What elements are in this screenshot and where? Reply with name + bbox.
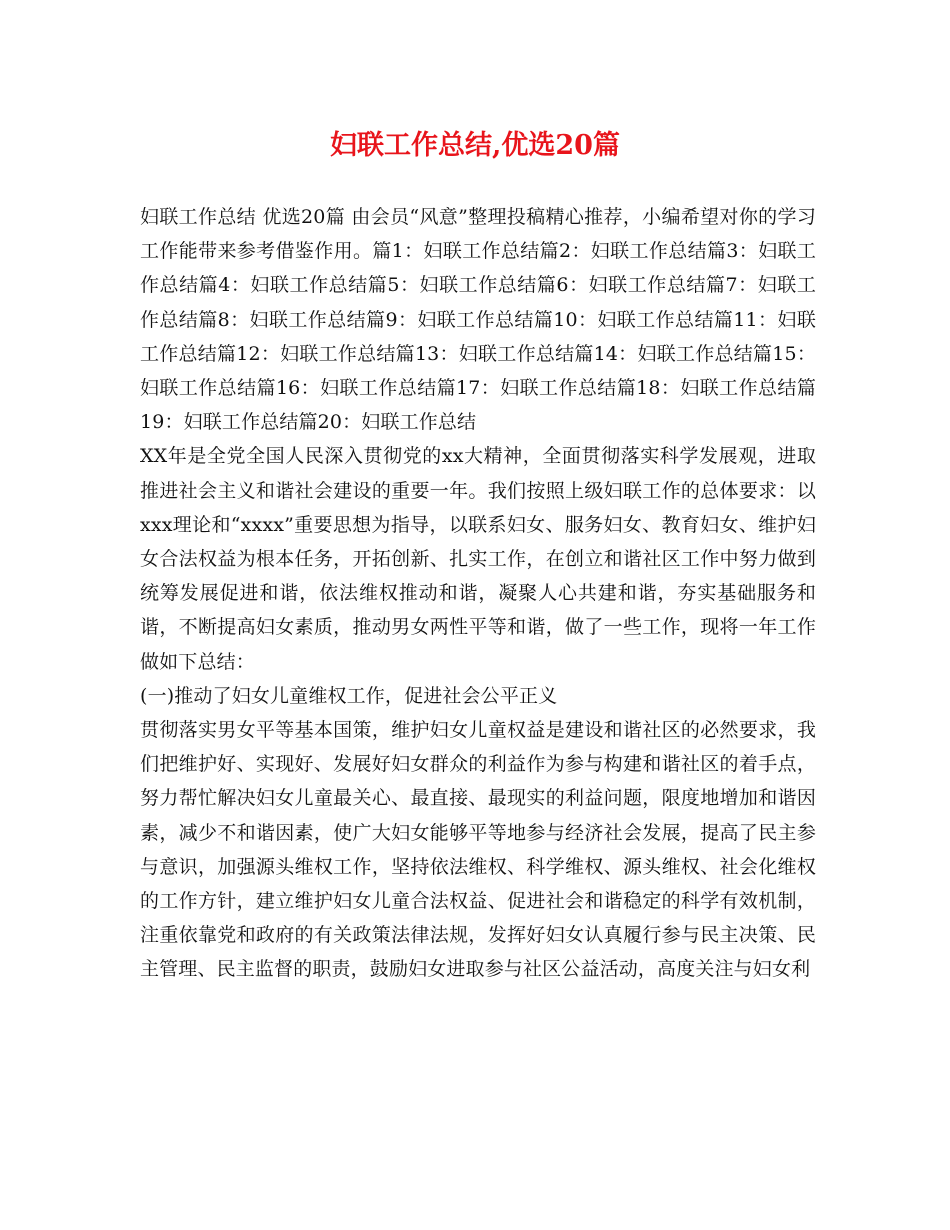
section-heading: (一)推动了妇女儿童维权工作，促进社会公平正义	[140, 684, 558, 707]
intro-paragraph: 妇联工作总结 优选20篇 由会员“风意”整理投稿精心推荐，小编希望对你的学习工作能带来参考借鉴作用。篇1：妇联工作总结篇2：妇联工作总结篇3：妇联工作总结篇4：妇联工作总结篇5：妇联工作总结篇6：妇联工作总结篇7：妇联工作总结篇8：妇联工作总结篇9：妇联工作总结篇10：妇联工作总结篇11：妇联工作总结篇12：妇联工作总结篇13：妇联工作总结篇14：妇联工作总结篇15：妇联工作总结篇16：妇联工作总结篇17：妇联工作总结篇18：妇联工作总结篇19：妇联工作总结篇20：妇联工作总结	[140, 206, 816, 434]
document-title: 妇联工作总结,优选20篇	[330, 130, 620, 161]
document-body	[140, 200, 816, 987]
summary-paragraph: XX年是全党全国人民深入贯彻党的xx大精神，全面贯彻落实科学发展观，进取推进社会主义和谐社会建设的重要一年。我们按照上级妇联工作的总体要求：以xxx理论和“xxxx”重要思想为指导，以联系妇女、服务妇女、教育妇女、维护妇女合法权益为根本任务，开拓创新、扎实工作，在创立和谐社区工作中努力做到统筹发展促进和谐，依法维权推动和谐，凝聚人心共建和谐，夯实基础服务和谐，不断提高妇女素质，推动男女两性平等和谐，做了一些工作，现将一年工作做如下总结：	[140, 445, 816, 673]
section-paragraph: 贯彻落实男女平等基本国策，维护妇女儿童权益是建设和谐社区的必然要求，我们把维护好、实现好、发展好妇女群众的利益作为参与构建和谐社区的着手点，努力帮忙解决妇女儿童最关心、最直接、最现实的利益问题，限度地增加和谐因素，减少不和谐因素，使广大妇女能够平等地参与经济社会发展，提高了民主参与意识，加强源头维权工作，坚持依法维权、科学维权、源头维权、社会化维权的工作方针，建立维护妇女儿童合法权益、促进社会和谐稳定的科学有效机制，注重依靠党和政府的有关政策法律法规，发挥好妇女认真履行参与民主决策、民主管理、民主监督的职责，鼓励妇女进取参与社区公益活动，高度关注与妇女利	[140, 719, 816, 981]
